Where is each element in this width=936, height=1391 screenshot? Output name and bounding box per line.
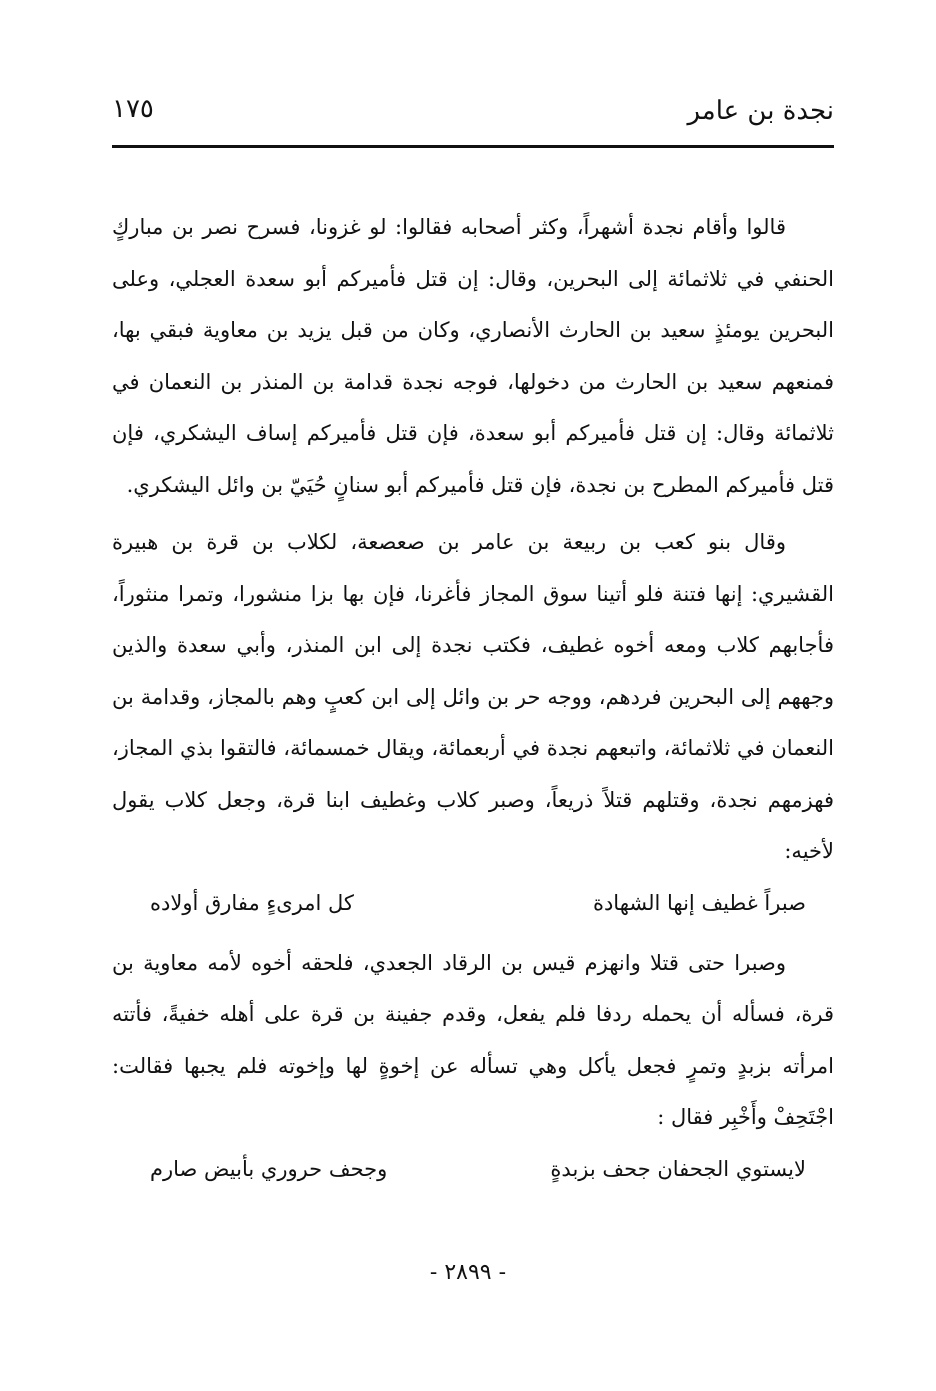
running-title: نجدة بن عامر: [687, 96, 834, 126]
paragraph-2: وقال بنو كعب بن ربيعة بن عامر بن صعصعة، لكلاب بن قرة بن هبيرة القشيري: إنها فتنة فلو أتينا سوق المجاز فأغرنا، فإن بها بزا منشورا، وتمرا منثوراً، فأجابهم كلاب ومعه أخوه غطيف، فكتب نجدة إلى ابن المنذر، وأبي سعدة والذين وجههم إلى البحرين فردهم، ووجه حر بن وائل إلى ابن كعبٍ وهم بالمجاز، وقدامة بن النعمان في ثلاثمائة، واتبعهم نجدة في أربعمائة، ويقال خمسمائة، فالتقوا بذي المجاز، فهزمهم نجدة، وقتلهم قتلاً ذريعاً، وصبر كلاب وغطيف ابنا قرة، وجعل كلاب يقول لأخيه:: [112, 530, 834, 863]
verse-1-second-hemistich: كل امرىءٍ مفارق أولاده: [150, 890, 354, 915]
verse-2: [112, 1144, 834, 1194]
verse-1: [112, 878, 834, 928]
footer-page-number: - ٢٨٩٩ -: [429, 1260, 507, 1285]
page-header: [112, 88, 834, 142]
verse-1-first-hemistich: صبراً غطيف إنها الشهادة: [592, 890, 806, 915]
verse-2-second-hemistich: وجحف حروري بأبيض صارم: [150, 1156, 388, 1181]
body-text: [112, 202, 834, 1194]
paragraph-1: قالوا وأقام نجدة أشهراً، وكثر أصحابه فقالوا: لو غزونا، فسرح نصر بن مباركٍ الحنفي في ثلاثمائة إلى البحرين، وقال: إن قتل فأميركم أبو سعدة العجلي، وعلى البحرين يومئذٍ سعيد بن الحارث الأنصاري، وكان من قبل يزيد بن معاوية فبقي بها، فمنعهم سعيد بن الحارث من دخولها، فوجه نجدة قدامة بن المنذر بن النعمان في ثلاثمائة وقال: إن قتل فأميركم أبو سعدة، فإن قتل فأميركم إساف اليشكري، فإن قتل فأميركم المطرح بن نجدة، فإن قتل فأميركم أبو سنانٍ حُيَيّ بن وائل اليشكري.: [112, 215, 834, 497]
header-rule: [112, 145, 834, 148]
page-number: ١٧٥: [112, 94, 154, 124]
paragraph-3: وصبرا حتى قتلا وانهزم قيس بن الرقاد الجعدي، فلحقه أخوه لأمه معاوية بن قرة، فسأله أن يحمله ردفا فلم يفعل، وقدم جفينة بن قرة على أهله خفيةً، فأتته امرأته بزبدٍ وتمرٍ فجعل يأكل وهي تسأله عن إخوةٍ لها وإخوته فلم يجبها فقالت: اجْتَحِفْ وأَخْبِر فقال :: [112, 950, 834, 1129]
verse-2-first-hemistich: لايستوي الجحفان جحف بزبدةٍ: [550, 1156, 806, 1181]
